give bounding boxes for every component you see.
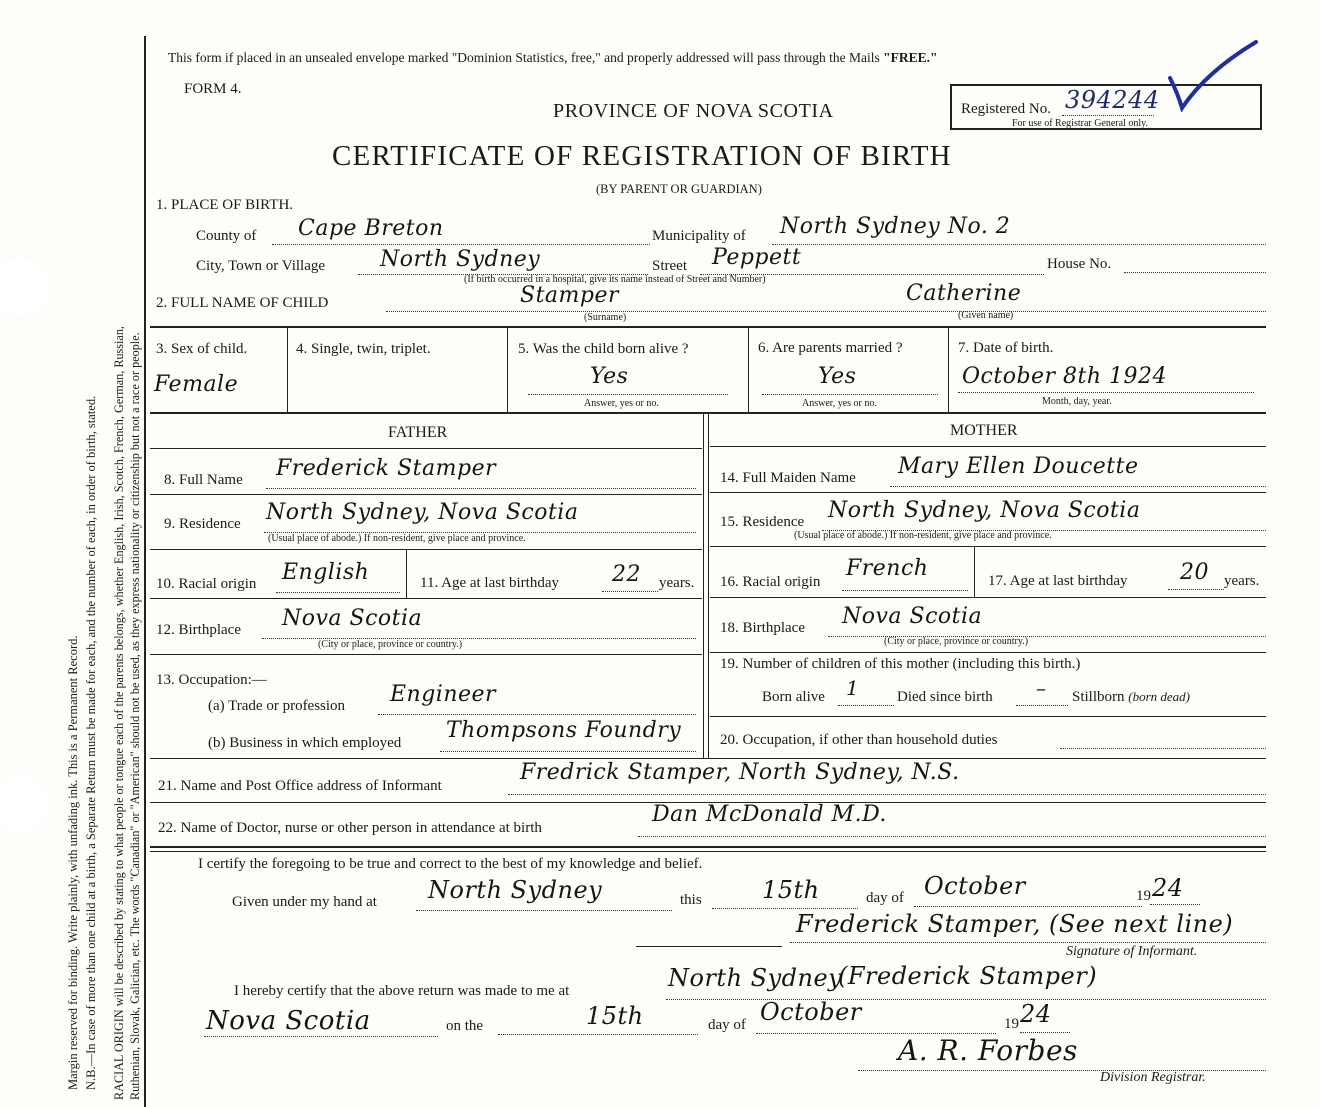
this-label: this [680, 892, 702, 908]
father-name-value: Frederick Stamper [276, 456, 497, 481]
certificate-subtitle: (BY PARENT OR GUARDIAN) [596, 182, 762, 196]
father-years-label: years. [659, 575, 695, 591]
business-value: Thompsons Foundry [446, 718, 682, 743]
given-year-value: 24 [1152, 874, 1184, 902]
father-residence-label: 9. Residence [164, 516, 241, 532]
doctor-value: Dan McDonald M.D. [652, 802, 887, 827]
trade-value: Engineer [390, 682, 497, 707]
punch-hole-bottom [0, 774, 50, 832]
given-under-hand-label: Given under my hand at [232, 894, 377, 910]
punch-hole-top [0, 258, 50, 316]
birth-date-value: October 8th 1924 [962, 364, 1168, 389]
return-province-value: Nova Scotia [206, 1006, 371, 1036]
mother-name-label: 14. Full Maiden Name [720, 470, 856, 486]
birth-date-caption: Month, day, year. [1042, 396, 1112, 407]
father-birthplace-label: 12. Birthplace [156, 622, 241, 638]
province-heading: PROVINCE OF NOVA SCOTIA [553, 100, 834, 122]
business-label: (b) Business in which employed [208, 735, 402, 751]
born-alive-label: 5. Was the child born alive ? [518, 341, 689, 357]
margin-note-3: RACIAL ORIGIN will be described by stating to what people or tongue each of the parents belongs, whether English, Irish, Scotch, French, German, Russian, [112, 326, 126, 1100]
day-of-label: day of [866, 890, 904, 906]
father-name-label: 8. Full Name [164, 472, 243, 488]
form-number: FORM 4. [184, 81, 242, 97]
father-age-value: 22 [612, 562, 641, 587]
house-label: House No. [1047, 256, 1112, 272]
county-label: County of [196, 228, 257, 244]
died-since-birth-value: – [1036, 676, 1047, 700]
died-since-birth-label: Died since birth [897, 689, 993, 705]
city-label: City, Town or Village [196, 258, 326, 274]
registered-label: Registered No. [961, 101, 1051, 117]
street-value: Peppett [712, 245, 802, 270]
single-twin-label: 4. Single, twin, triplet. [296, 341, 431, 357]
mother-heading: MOTHER [950, 422, 1018, 439]
father-birthplace-caption: (City or place, province or country.) [318, 639, 463, 650]
certificate-title: CERTIFICATE OF REGISTRATION OF BIRTH [332, 140, 952, 172]
child-given-name: Catherine [906, 281, 1022, 306]
children-count-label: 19. Number of children of this mother (including this birth.) [720, 656, 1081, 672]
mother-racial-value: French [846, 556, 929, 581]
father-racial-label: 10. Racial origin [156, 576, 257, 592]
father-residence-value: North Sydney, Nova Scotia [266, 500, 579, 525]
father-age-label: 11. Age at last birthday [420, 575, 559, 591]
informant-signature: Frederick Stamper, (See next line) [796, 910, 1234, 938]
return-month-value: October [760, 998, 862, 1026]
registrar-signature: A. R. Forbes [898, 1034, 1078, 1067]
stillborn-label: Stillborn (born dead) [1072, 689, 1191, 705]
return-day-of-label: day of [708, 1017, 746, 1033]
informant-label: 21. Name and Post Office address of Informant [158, 778, 442, 794]
given-day-value: 15th [762, 876, 820, 904]
informant-value: Fredrick Stamper, North Sydney, N.S. [520, 760, 960, 785]
father-residence-caption: (Usual place of abode.) If non-resident, give place and province. [268, 533, 526, 544]
margin-note-1: Margin reserved for binding. Write plainly, with unfading ink. This is a Permanent Record. [66, 635, 80, 1090]
registrar-note: For use of Registrar General only. [1012, 118, 1148, 129]
born-alive-value: Yes [590, 364, 629, 389]
mother-years-label: years. [1224, 573, 1260, 589]
given-month-value: October [924, 872, 1026, 900]
mail-notice: This form if placed in an unsealed envelope marked "Dominion Statistics, free," and properly addressed will pass through the Mails "FREE." [168, 50, 938, 65]
mother-occupation-label: 20. Occupation, if other than household duties [720, 732, 998, 748]
parents-married-caption: Answer, yes or no. [802, 398, 877, 409]
mother-residence-label: 15. Residence [720, 514, 805, 530]
city-value: North Sydney [380, 247, 541, 272]
given-year-prefix: 19 [1136, 888, 1151, 904]
mother-residence-caption: (Usual place of abode.) If non-resident, give place and province. [794, 530, 1052, 541]
given-caption: (Given name) [958, 310, 1014, 321]
certify-statement: I certify the foregoing to be true and correct to the best of my knowledge and belief. [198, 856, 703, 872]
parents-married-value: Yes [818, 364, 857, 389]
mother-birthplace-label: 18. Birthplace [720, 620, 805, 636]
sex-label: 3. Sex of child. [156, 341, 248, 357]
place-section: 1. PLACE OF BIRTH. [156, 197, 294, 213]
given-place-value: North Sydney [428, 876, 603, 904]
street-label: Street [652, 258, 687, 274]
margin-rule [144, 36, 146, 1107]
return-year-prefix: 19 [1004, 1016, 1019, 1032]
surname-caption: (Surname) [584, 312, 627, 323]
birth-date-label: 7. Date of birth. [958, 340, 1054, 356]
mother-birthplace-value: Nova Scotia [842, 604, 983, 629]
father-birthplace-value: Nova Scotia [282, 606, 423, 631]
county-value: Cape Breton [298, 216, 444, 241]
born-alive-count-label: Born alive [762, 689, 825, 705]
registered-number: 394244 [1065, 86, 1160, 114]
municipality-label: Municipality of [652, 228, 746, 244]
child-surname: Stamper [520, 283, 620, 308]
informant-signature-caption: Signature of Informant. [1066, 944, 1198, 959]
mother-racial-label: 16. Racial origin [720, 574, 821, 590]
trade-label: (a) Trade or profession [208, 698, 346, 714]
checkmark-icon [1166, 38, 1260, 112]
municipality-value: North Sydney No. 2 [780, 214, 1011, 239]
sex-value: Female [154, 372, 239, 397]
parents-married-label: 6. Are parents married ? [758, 340, 903, 356]
mother-residence-value: North Sydney, Nova Scotia [828, 498, 1141, 523]
hospital-note: (If birth occurred in a hospital, give its name instead of Street and Number) [464, 274, 766, 285]
on-the-label: on the [446, 1018, 484, 1034]
return-place-value: North Sydney [668, 964, 843, 992]
doctor-label: 22. Name of Doctor, nurse or other person in attendance at birth [158, 820, 542, 836]
return-day-value: 15th [586, 1002, 644, 1030]
margin-note-2: N.B.—In case of more than one child at a birth, a Separate Return must be made for each, and the number of each, in order of birth, stated. [84, 395, 98, 1090]
return-certify-label: I hereby certify that the above return was made to me at [234, 983, 570, 999]
father-occupation-label: 13. Occupation:— [156, 672, 267, 688]
mother-birthplace-caption: (City or place, province or country.) [884, 636, 1029, 647]
child-name-label: 2. FULL NAME OF CHILD [156, 295, 329, 311]
father-heading: FATHER [388, 424, 448, 441]
mother-age-value: 20 [1180, 560, 1209, 585]
born-alive-caption: Answer, yes or no. [584, 398, 659, 409]
father-racial-value: English [282, 560, 370, 585]
return-second-signature: (Frederick Stamper) [838, 962, 1098, 990]
registrar-caption: Division Registrar. [1100, 1070, 1206, 1085]
signature-rule [636, 946, 782, 947]
mother-name-value: Mary Ellen Doucette [898, 454, 1139, 479]
return-year-value: 24 [1020, 1000, 1052, 1028]
mother-age-label: 17. Age at last birthday [988, 573, 1128, 589]
born-alive-count-value: 1 [846, 676, 860, 700]
margin-note-4: Ruthenian, Slovak, Galician, etc. The words "Canadian" or "American" should not be used, as they express nationality or citizenship but not a race or people. [128, 332, 142, 1100]
